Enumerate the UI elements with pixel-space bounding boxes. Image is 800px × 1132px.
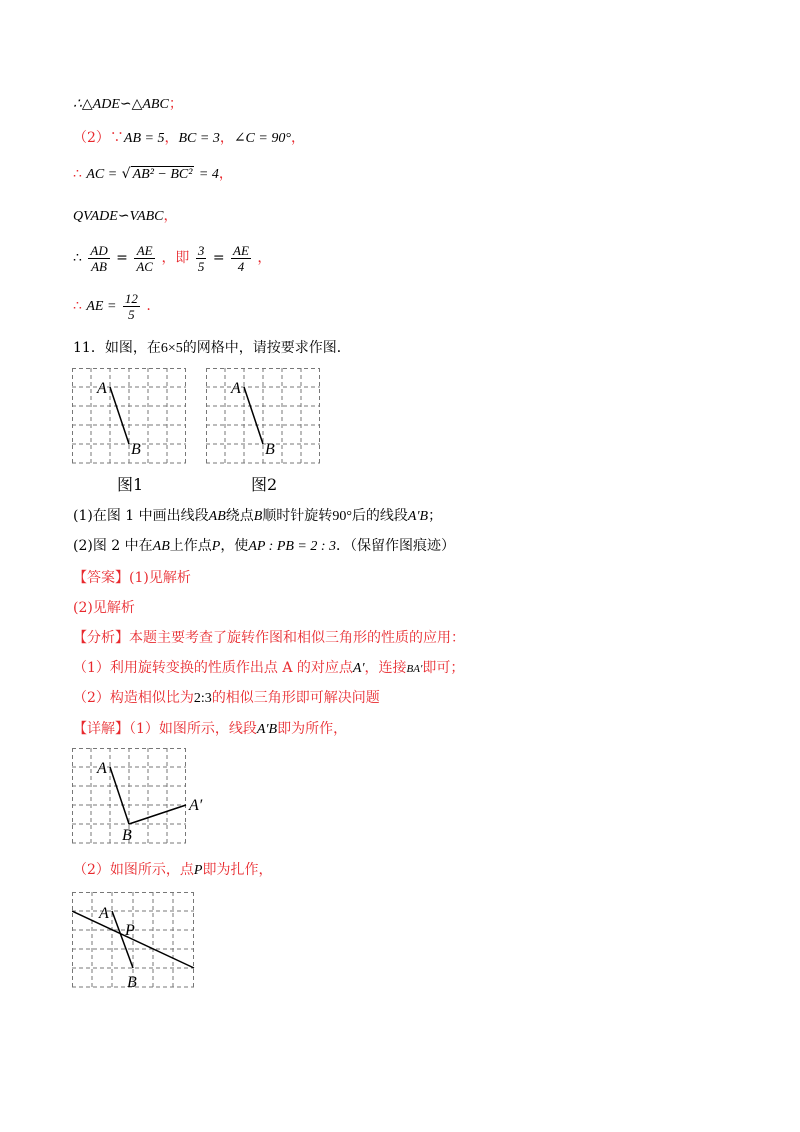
answer-line: 【答案】(1)见解析 — [73, 570, 191, 586]
analysis-step-2: （2）构造相似比为2:3的相似三角形即可解决问题 — [73, 690, 380, 706]
segment-a-prime-b — [129, 805, 186, 824]
label-b: B — [127, 974, 137, 991]
answer-line-2: (2)见解析 — [73, 600, 135, 616]
segment-ab — [110, 387, 129, 444]
label-a: A — [97, 380, 107, 397]
fraction-ae-4: $\frac{AE}{4}$ — [233, 242, 249, 274]
question-2: (2)图 2 中在AB上作点P，使AP : PB = 2 : 3．（保留作图痕迹） — [73, 538, 456, 554]
analysis-step-1: （1）利用旋转变换的性质作出点 A 的对应点A′，连接BA′即可； — [73, 660, 465, 676]
line-given-values: （2）∵AB = 5，BC = 3，∠C = 90°， — [73, 130, 305, 146]
label-b: B — [131, 441, 141, 458]
detail-step-1: 【详解】（1）如图所示，线段A′B即为所作， — [73, 721, 348, 737]
construction-line — [72, 911, 194, 968]
figure-2-grid — [206, 368, 320, 464]
figure-rotation — [72, 748, 212, 844]
fraction-12-5: $\frac{12}{5}$ — [124, 290, 138, 322]
segment-ab — [244, 387, 263, 444]
line-ac-value: ∴ AC = √ AB² − BC² = 4， — [73, 166, 233, 182]
figure-1-grid — [72, 368, 186, 464]
label-a: A — [99, 905, 109, 922]
line-ae-result: ∴ AE = $\frac{12}{5}$ . — [73, 290, 151, 322]
segment-ab — [112, 911, 133, 968]
problem-title: 11．如图，在6×5的网格中，请按要求作图． — [73, 340, 351, 356]
label-a-prime: A′ — [189, 797, 203, 814]
fraction-ae-ac: $\frac{AE}{AC}$ — [136, 242, 153, 274]
analysis-heading: 【分析】本题主要考查了旋转作图和相似三角形的性质的应用： — [73, 630, 465, 646]
line-ratio: ∴ $\frac{AD}{AB}$ = $\frac{AE}{AC}$ ，即 $\frac{3}{5}$ = $\frac{AE}{4}$ ， — [73, 242, 272, 274]
fraction-ad-ab: $\frac{AD}{AB}$ — [90, 242, 108, 274]
label-b: B — [265, 441, 275, 458]
line-similar-conclusion: ∴△ADE∽△ABC； — [73, 96, 183, 112]
detail-step-2: （2）如图所示，点P即为扎作， — [73, 862, 273, 878]
figure-1-caption: 图1 — [117, 475, 144, 494]
label-a: A — [231, 380, 241, 397]
label-a: A — [97, 760, 107, 777]
label-p: P — [125, 922, 135, 939]
line-similar-again: QVADE∽VABC， — [73, 208, 178, 224]
label-b: B — [122, 827, 132, 844]
fraction-3-5: $\frac{3}{5}$ — [197, 242, 205, 274]
figure-point-p — [72, 892, 196, 992]
question-1: (1)在图 1 中画出线段AB绕点B顺时针旋转90°后的线段A′B； — [73, 508, 443, 524]
figure-2-caption: 图2 — [251, 475, 278, 494]
segment-ab — [110, 767, 129, 824]
